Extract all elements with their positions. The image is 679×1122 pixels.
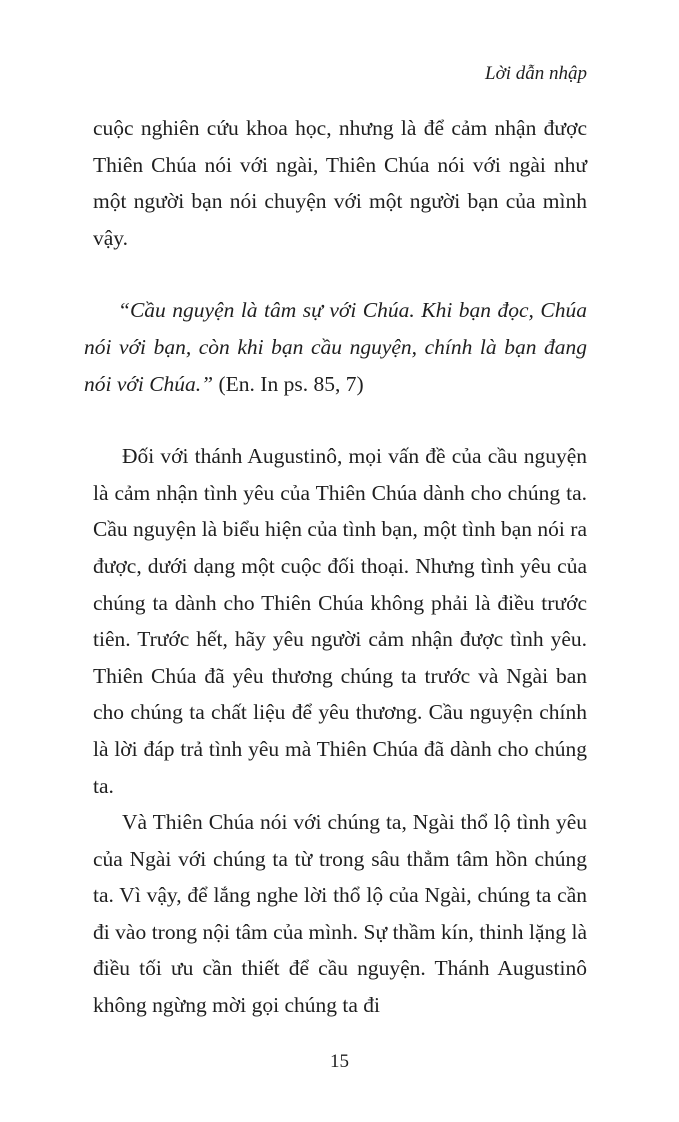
- body-paragraph: Và Thiên Chúa nói với chúng ta, Ngài thổ lộ tình yêu của Ngài với chúng ta từ trong sâu thẳm tâm hồn chúng ta. Vì vậy, để lắng nghe lời thổ lộ của Ngài, chúng ta cần đi vào trong nội tâm của mình. Sự thầm kín, thinh lặng là điều tối ưu cần thiết để cầu nguyện. Thánh Augustinô không ngừng mời gọi chúng ta đi: [93, 810, 587, 1018]
- page-number: 15: [330, 1051, 349, 1072]
- block-quote: [84, 292, 587, 402]
- quote-citation: (En. In ps. 85, 7): [213, 371, 364, 396]
- body-paragraph: Đối với thánh Augustinô, mọi vấn đề của cầu nguyện là cảm nhận tình yêu của Thiên Chúa dành cho chúng ta. Cầu nguyện là biểu hiện của tình bạn, một tình bạn nói ra được, dưới dạng một cuộc đối thoại. Nhưng tình yêu của chúng ta dành cho Thiên Chúa không phải là điều trước tiên. Trước hết, hãy yêu người cảm nhận được tình yêu. Thiên Chúa đã yêu thương chúng ta trước và Ngài ban cho chúng ta chất liệu để yêu thương. Cầu nguyện chính là lời đáp trả tình yêu mà Thiên Chúa đã dành cho chúng ta.: [93, 444, 587, 798]
- quote-text: “Cầu nguyện là tâm sự với Chúa. Khi bạn đọc, Chúa nói với bạn, còn khi bạn cầu nguyện, chính là bạn đang nói với Chúa.”: [84, 298, 587, 396]
- body-paragraph-continuation: cuộc nghiên cứu khoa học, nhưng là để cảm nhận được Thiên Chúa nói với ngài, Thiên Chúa nói với ngài như một người bạn nói chuyện với một người bạn của mình vậy.: [93, 116, 587, 250]
- running-header: Lời dẫn nhập: [485, 63, 587, 84]
- page-content: [84, 110, 587, 1024]
